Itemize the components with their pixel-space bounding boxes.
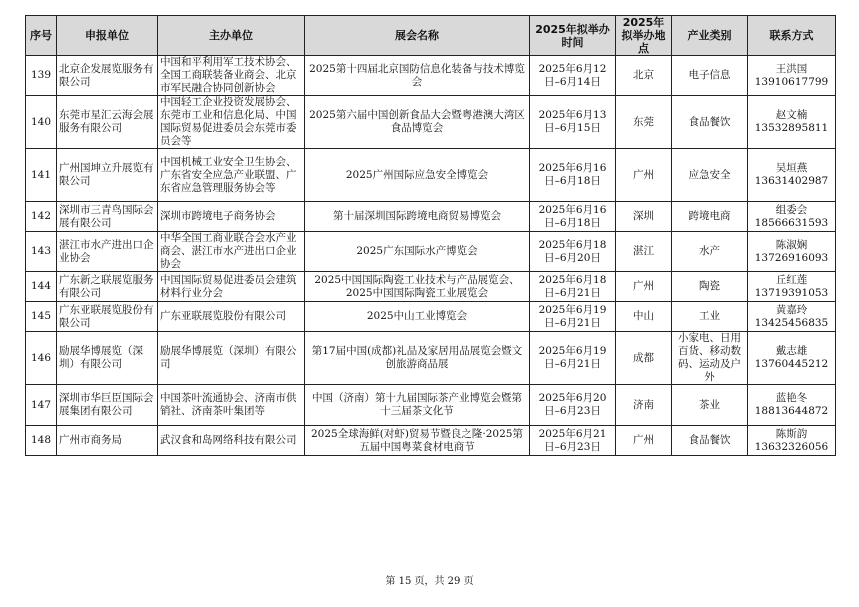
cell-category: 电子信息 bbox=[672, 56, 748, 96]
contact-name: 陈淑娴 bbox=[775, 238, 808, 251]
contact-name: 蓝艳冬 bbox=[775, 392, 808, 404]
cell-organizer: 中国茶叶流通协会、济南市供销社、济南茶叶集团等 bbox=[158, 385, 305, 426]
page-footer: 第 15 页，共 29 页 bbox=[385, 576, 474, 587]
table-row bbox=[26, 232, 836, 272]
cell-place: 中山 bbox=[616, 302, 672, 332]
cell-applicant: 深圳市华巨臣国际会展集团有限公司 bbox=[57, 385, 158, 426]
cell-name: 2025广东国际水产博览会 bbox=[305, 232, 530, 272]
contact-phone: 18566631593 bbox=[754, 216, 829, 229]
cell-organizer: 武汉食和岛网络科技有限公司 bbox=[158, 426, 305, 456]
cell-place: 北京 bbox=[616, 56, 672, 96]
cell-no: 141 bbox=[26, 149, 57, 202]
header-organizer: 主办单位 bbox=[158, 16, 305, 56]
table-row bbox=[26, 332, 836, 385]
table-row bbox=[26, 56, 836, 96]
cell-applicant: 广州国坤立升展览有限公司 bbox=[57, 149, 158, 202]
table-row bbox=[26, 302, 836, 332]
table-row bbox=[26, 385, 836, 426]
cell-name: 2025广州国际应急安全博览会 bbox=[305, 149, 530, 202]
cell-time: 2025年6月18日–6月21日 bbox=[530, 272, 616, 302]
header-applicant: 申报单位 bbox=[57, 16, 158, 56]
header-no: 序号 bbox=[26, 16, 57, 56]
contact-name: 吴垣燕 bbox=[775, 162, 808, 174]
cell-no: 139 bbox=[26, 56, 57, 96]
cell-organizer: 广东亚联展览股份有限公司 bbox=[158, 302, 305, 332]
cell-no: 142 bbox=[26, 202, 57, 232]
cell-name: 2025第十四届北京国防信息化装备与技术博览会 bbox=[305, 56, 530, 96]
cell-time: 2025年6月20日–6月23日 bbox=[530, 385, 616, 426]
cell-category: 小家电、日用百货、移动数码、运动及户外 bbox=[672, 332, 748, 385]
cell-place: 湛江 bbox=[616, 232, 672, 272]
contact-phone: 13910617799 bbox=[754, 75, 829, 88]
header-contact: 联系方式 bbox=[748, 16, 836, 56]
cell-no: 147 bbox=[26, 385, 57, 426]
header-place: 2025年拟举办地点 bbox=[616, 16, 672, 56]
cell-organizer: 中国国际贸易促进委员会建筑材料行业分会 bbox=[158, 272, 305, 302]
cell-no: 145 bbox=[26, 302, 57, 332]
cell-time: 2025年6月16日–6月18日 bbox=[530, 149, 616, 202]
contact-phone: 13532895811 bbox=[754, 122, 829, 134]
table-row bbox=[26, 202, 836, 232]
cell-place: 成都 bbox=[616, 332, 672, 385]
cell-category: 茶业 bbox=[672, 385, 748, 426]
cell-category: 水产 bbox=[672, 232, 748, 272]
cell-no: 146 bbox=[26, 332, 57, 385]
contact-name: 陈斯韵 bbox=[775, 427, 808, 440]
cell-category: 食品餐饮 bbox=[672, 426, 748, 456]
contact-phone: 13760445212 bbox=[754, 358, 829, 370]
cell-name: 第十届深圳国际跨境电商贸易博览会 bbox=[305, 202, 530, 232]
cell-contact bbox=[748, 426, 836, 456]
cell-contact bbox=[748, 332, 836, 385]
cell-contact bbox=[748, 96, 836, 149]
header-category: 产业类别 bbox=[672, 16, 748, 56]
cell-place: 深圳 bbox=[616, 202, 672, 232]
cell-no: 143 bbox=[26, 232, 57, 272]
contact-name: 赵文楠 bbox=[775, 109, 808, 121]
cell-contact bbox=[748, 385, 836, 426]
header-time: 2025年拟举办时间 bbox=[530, 16, 616, 56]
cell-place: 东莞 bbox=[616, 96, 672, 149]
cell-name: 第17届中国(成都)礼品及家居用品展览会暨文创旅游商品展 bbox=[305, 332, 530, 385]
header-name: 展会名称 bbox=[305, 16, 530, 56]
cell-name: 2025中山工业博览会 bbox=[305, 302, 530, 332]
cell-contact bbox=[748, 56, 836, 96]
cell-applicant: 深圳市三青鸟国际会展有限公司 bbox=[57, 202, 158, 232]
cell-place: 济南 bbox=[616, 385, 672, 426]
contact-phone: 18813644872 bbox=[754, 405, 829, 417]
cell-time: 2025年6月19日–6月21日 bbox=[530, 302, 616, 332]
cell-time: 2025年6月21日–6月23日 bbox=[530, 426, 616, 456]
cell-applicant: 广东亚联展览股份有限公司 bbox=[57, 302, 158, 332]
contact-name: 丘红莲 bbox=[775, 273, 808, 286]
table-row bbox=[26, 96, 836, 149]
cell-applicant: 北京企发展览服务有限公司 bbox=[57, 56, 158, 96]
cell-applicant: 励展华博展览（深圳）有限公司 bbox=[57, 332, 158, 385]
cell-contact bbox=[748, 272, 836, 302]
cell-name: 2025第六届中国创新食品大会暨粤港澳大湾区食品博览会 bbox=[305, 96, 530, 149]
cell-no: 140 bbox=[26, 96, 57, 149]
cell-time: 2025年6月13日–6月15日 bbox=[530, 96, 616, 149]
cell-time: 2025年6月18日–6月20日 bbox=[530, 232, 616, 272]
cell-time: 2025年6月19日–6月21日 bbox=[530, 332, 616, 385]
cell-name: 中国（济南）第十九届国际茶产业博览会暨第十三届茶文化节 bbox=[305, 385, 530, 426]
cell-organizer: 中国机械工业安全卫生协会、广东省安全应急产业联盟、广东省应急管理服务协会等 bbox=[158, 149, 305, 202]
cell-applicant: 东莞市星汇云海会展服务有限公司 bbox=[57, 96, 158, 149]
cell-time: 2025年6月16日–6月18日 bbox=[530, 202, 616, 232]
contact-phone: 13719391053 bbox=[754, 286, 829, 299]
cell-organizer: 中国轻工企业投资发展协会、东莞市工业和信息化局、中国国际贸易促进委员会东莞市委员会等 bbox=[158, 96, 305, 149]
cell-category: 食品餐饮 bbox=[672, 96, 748, 149]
contact-name: 黄嘉玲 bbox=[775, 303, 808, 316]
cell-name: 2025中国国际陶瓷工业技术与产品展览会、2025中国国际陶瓷工业展览会 bbox=[305, 272, 530, 302]
cell-place: 广州 bbox=[616, 426, 672, 456]
cell-name: 2025全球海鲜(对虾)贸易节暨良之隆·2025第五届中国粤菜食材电商节 bbox=[305, 426, 530, 456]
cell-organizer: 励展华博展览（深圳）有限公司 bbox=[158, 332, 305, 385]
cell-no: 144 bbox=[26, 272, 57, 302]
contact-name: 戴志雄 bbox=[775, 345, 808, 357]
cell-organizer: 中华全国工商业联合会水产业商会、湛江市水产进出口企业协会 bbox=[158, 232, 305, 272]
cell-no: 148 bbox=[26, 426, 57, 456]
cell-contact bbox=[748, 149, 836, 202]
cell-time: 2025年6月12日–6月14日 bbox=[530, 56, 616, 96]
cell-category: 陶瓷 bbox=[672, 272, 748, 302]
cell-place: 广州 bbox=[616, 272, 672, 302]
table-header-row bbox=[26, 16, 836, 56]
contact-phone: 13632326056 bbox=[754, 440, 829, 453]
cell-category: 跨境电商 bbox=[672, 202, 748, 232]
table-row bbox=[26, 272, 836, 302]
cell-applicant: 湛江市水产进出口企业协会 bbox=[57, 232, 158, 272]
cell-contact bbox=[748, 302, 836, 332]
exhibition-table bbox=[25, 15, 836, 456]
contact-name: 组委会 bbox=[775, 203, 808, 216]
contact-phone: 13425456835 bbox=[754, 316, 829, 329]
cell-place: 广州 bbox=[616, 149, 672, 202]
table-row bbox=[26, 149, 836, 202]
cell-applicant: 广州市商务局 bbox=[57, 426, 158, 456]
cell-contact bbox=[748, 232, 836, 272]
cell-category: 应急安全 bbox=[672, 149, 748, 202]
contact-name: 王洪国 bbox=[775, 62, 808, 75]
cell-applicant: 广东新之联展览服务有限公司 bbox=[57, 272, 158, 302]
cell-category: 工业 bbox=[672, 302, 748, 332]
contact-phone: 13726916093 bbox=[754, 251, 829, 264]
cell-organizer: 深圳市跨境电子商务协会 bbox=[158, 202, 305, 232]
contact-phone: 13631402987 bbox=[754, 175, 829, 187]
cell-contact bbox=[748, 202, 836, 232]
cell-organizer: 中国和平利用军工技术协会、全国工商联装备业商会、北京市军民融合协同创新协会 bbox=[158, 56, 305, 96]
table-row bbox=[26, 426, 836, 456]
